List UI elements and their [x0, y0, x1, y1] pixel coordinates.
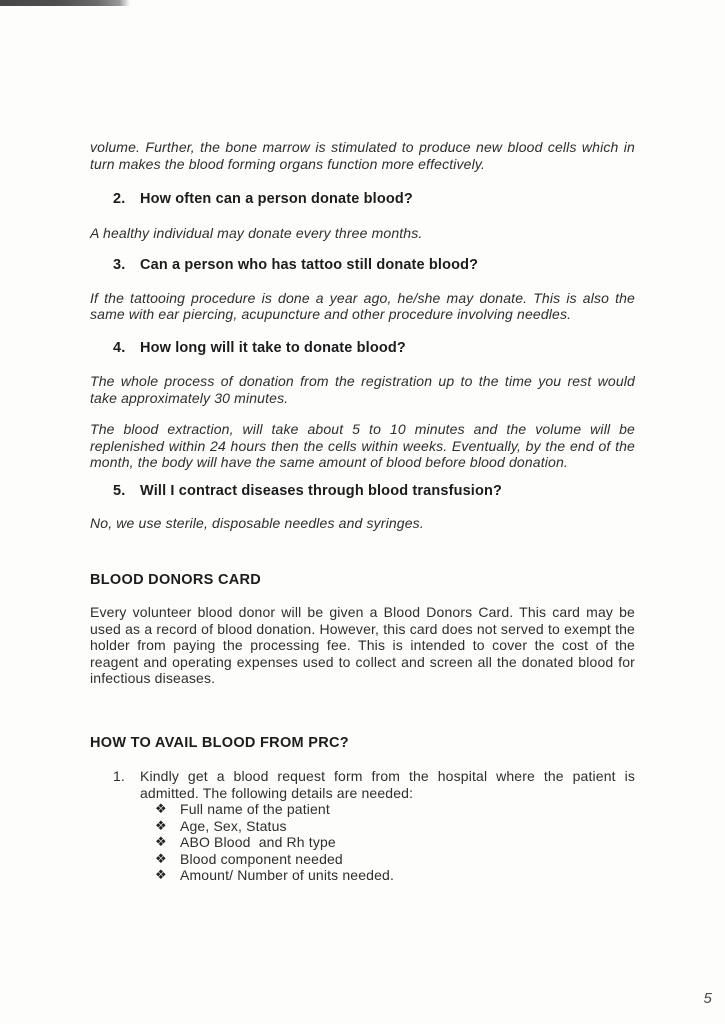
detail-item: [90, 851, 635, 868]
detail-item: [90, 867, 635, 884]
donors-card-heading: BLOOD DONORS CARD: [90, 571, 262, 588]
page-number: 5: [703, 990, 712, 1007]
detail-item: [90, 834, 635, 851]
faq-answer-4b: The blood extraction, will take about 5 to 10 minutes and the volume will be replenished within 24 hours then the cells within weeks. Eventually, by the end of the month, the body will have the same amount of blood before blood donation.: [90, 421, 635, 470]
diamond-bullet-icon: ❖: [155, 834, 167, 849]
question-number: 2.: [113, 191, 126, 207]
diamond-bullet-icon: ❖: [155, 867, 167, 882]
detail-text: Blood component needed: [180, 850, 343, 867]
faq-answer-5: No, we use sterile, disposable needles and syringes.: [90, 515, 424, 531]
detail-text: ABO Blood and Rh type: [180, 834, 336, 850]
step-text: Kindly get a blood request form from the hospital where the patient is admitted. The following details are needed:: [140, 768, 635, 801]
question-text: How often can a person donate blood?: [140, 191, 413, 207]
avail-blood-step-1: [90, 768, 635, 801]
detail-text: Full name of the patient: [180, 801, 330, 817]
faq-answer-3: If the tattooing procedure is done a year ago, he/she may donate. This is also the same with ear piercing, acupuncture and other procedure involving needles.: [90, 289, 635, 322]
intro-paragraph: volume. Further, the bone marrow is stimulated to produce new blood cells which in turn makes the blood forming organs function more effectively.: [90, 139, 635, 172]
question-number: 5.: [113, 482, 126, 499]
question-number: 4.: [113, 339, 126, 356]
avail-blood-heading: HOW TO AVAIL BLOOD FROM PRC?: [90, 734, 349, 751]
faq-answer-4a: The whole process of donation from the registration up to the time you rest would take approximately 30 minutes.: [90, 373, 635, 406]
faq-question-5: [90, 483, 635, 500]
donors-card-paragraph: Every volunteer blood donor will be given a Blood Donors Card. This card may be used as a record of blood donation. However, this card does not served to exempt the holder from paying the processing fee. This is intended to cover the cost of the reagent and operating expenses used to collect and screen all the donated blood for infectious diseases.: [90, 604, 635, 686]
question-text: How long will it take to donate blood?: [140, 339, 406, 356]
detail-text: Amount/ Number of units needed.: [180, 867, 394, 883]
diamond-bullet-icon: ❖: [155, 850, 167, 866]
faq-question-4: [90, 340, 635, 357]
question-text: Will I contract diseases through blood transfusion?: [140, 482, 502, 499]
faq-question-3: [90, 257, 635, 274]
page-content: [90, 0, 635, 884]
diamond-bullet-icon: ❖: [155, 817, 167, 833]
question-number: 3.: [113, 257, 126, 273]
question-text: Can a person who has tattoo still donate blood?: [140, 257, 479, 273]
detail-item: [90, 801, 635, 818]
diamond-bullet-icon: ❖: [155, 801, 167, 816]
faq-question-2: [90, 191, 635, 208]
detail-text: Age, Sex, Status: [180, 817, 287, 834]
faq-answer-2: A healthy individual may donate every three months.: [90, 224, 423, 241]
detail-item: [90, 818, 635, 835]
step-number: 1.: [113, 768, 125, 784]
